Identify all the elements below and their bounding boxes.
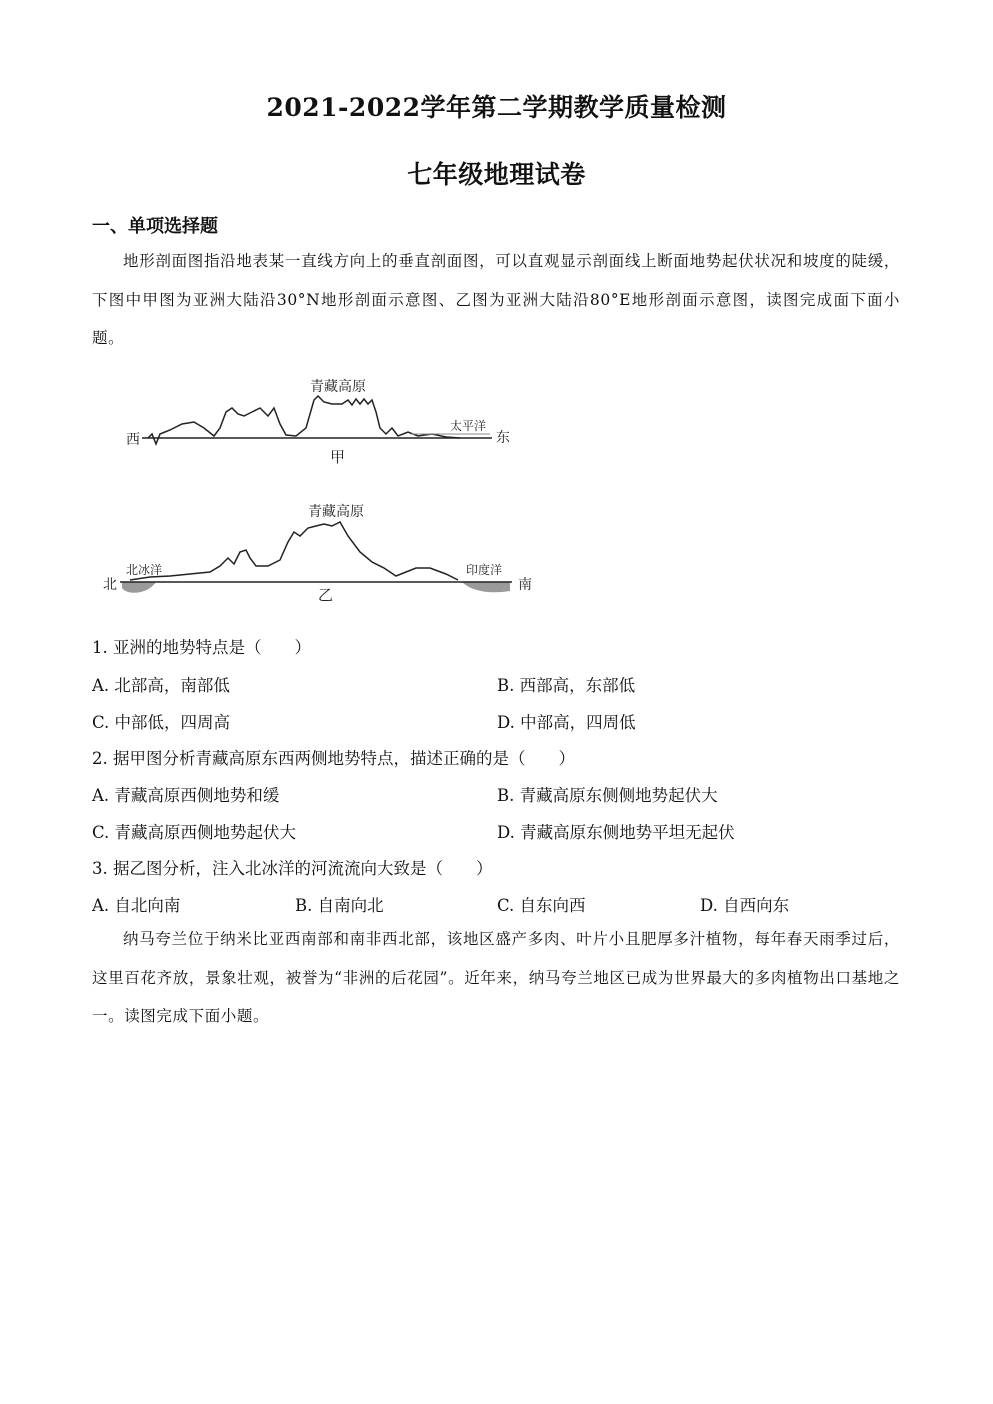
west-label: 西 — [126, 432, 140, 448]
question-3-option-b[interactable]: B. 自南向北 — [295, 896, 384, 915]
south-ocean-label: 印度洋 — [466, 563, 503, 577]
question-2-option-d[interactable]: D. 青藏高原东侧地势平坦无起伏 — [497, 823, 735, 842]
question-3-stem: 3. 据乙图分析，注入北冰洋的河流流向大致是（ ） — [92, 859, 493, 878]
question-2-option-c[interactable]: C. 青藏高原西侧地势起伏大 — [92, 823, 297, 842]
plateau-label: 青藏高原 — [310, 379, 366, 395]
south-ocean-fill — [462, 582, 510, 592]
terrain-profile — [148, 396, 460, 444]
exam-title: 2021-2022学年第二学期教学质量检测 — [266, 93, 727, 122]
question-2-option-b[interactable]: B. 青藏高原东侧侧地势起伏大 — [497, 786, 718, 805]
plateau-label: 青藏高原 — [308, 504, 364, 520]
north-ocean-fill — [122, 582, 156, 593]
question-1-option-c[interactable]: C. 中部低，四周高 — [92, 713, 231, 732]
profile-figure-yi — [100, 496, 540, 608]
question-3-option-a[interactable]: A. 自北向南 — [92, 896, 181, 915]
figure-caption: 甲 — [330, 448, 346, 466]
intro-passage: 地形剖面图指沿地表某一直线方向上的垂直剖面图，可以直观显示剖面线上断面地势起伏状况和坡度的陡缓，下图中甲图为亚洲大陆沿30°N地形剖面示意图、乙图为亚洲大陆沿80°E地形剖面示意图，读图完成面下面小题。 — [92, 252, 900, 347]
question-2-option-a[interactable]: A. 青藏高原西侧地势和缓 — [92, 786, 280, 805]
question-2-stem: 2. 据甲图分析青藏高原东西两侧地势特点，描述正确的是（ ） — [92, 749, 575, 768]
profile-figure-jia — [120, 372, 520, 468]
question-1-option-d[interactable]: D. 中部高，四周低 — [497, 713, 636, 732]
question-3-option-d[interactable]: D. 自西向东 — [700, 896, 790, 915]
east-label: 东 — [496, 430, 510, 446]
figure-caption: 乙 — [318, 586, 334, 604]
exam-subtitle: 七年级地理试卷 — [407, 160, 586, 189]
north-label: 北 — [103, 577, 117, 593]
terrain-profile — [130, 522, 458, 580]
north-ocean-label: 北冰洋 — [126, 563, 163, 577]
question-1-option-b[interactable]: B. 西部高，东部低 — [497, 676, 636, 695]
question-3-option-c[interactable]: C. 自东向西 — [497, 896, 586, 915]
section-heading: 一、单项选择题 — [92, 216, 218, 237]
namaqualand-passage: 纳马夸兰位于纳米比亚西南部和南非西北部，该地区盛产多肉、叶片小且肥厚多汁植物，每年春天雨季过后，这里百花齐放，景象壮观，被誉为“非洲的后花园”。近年来，纳马夸兰地区已成为世界最大的多肉植物出口基地之一。读图完成下面小题。 — [92, 930, 900, 1025]
ocean-label: 太平洋 — [450, 419, 487, 433]
south-label: 南 — [518, 577, 532, 593]
question-1-stem: 1. 亚洲的地势特点是（ ） — [92, 638, 311, 657]
question-1-option-a[interactable]: A. 北部高，南部低 — [92, 676, 230, 695]
